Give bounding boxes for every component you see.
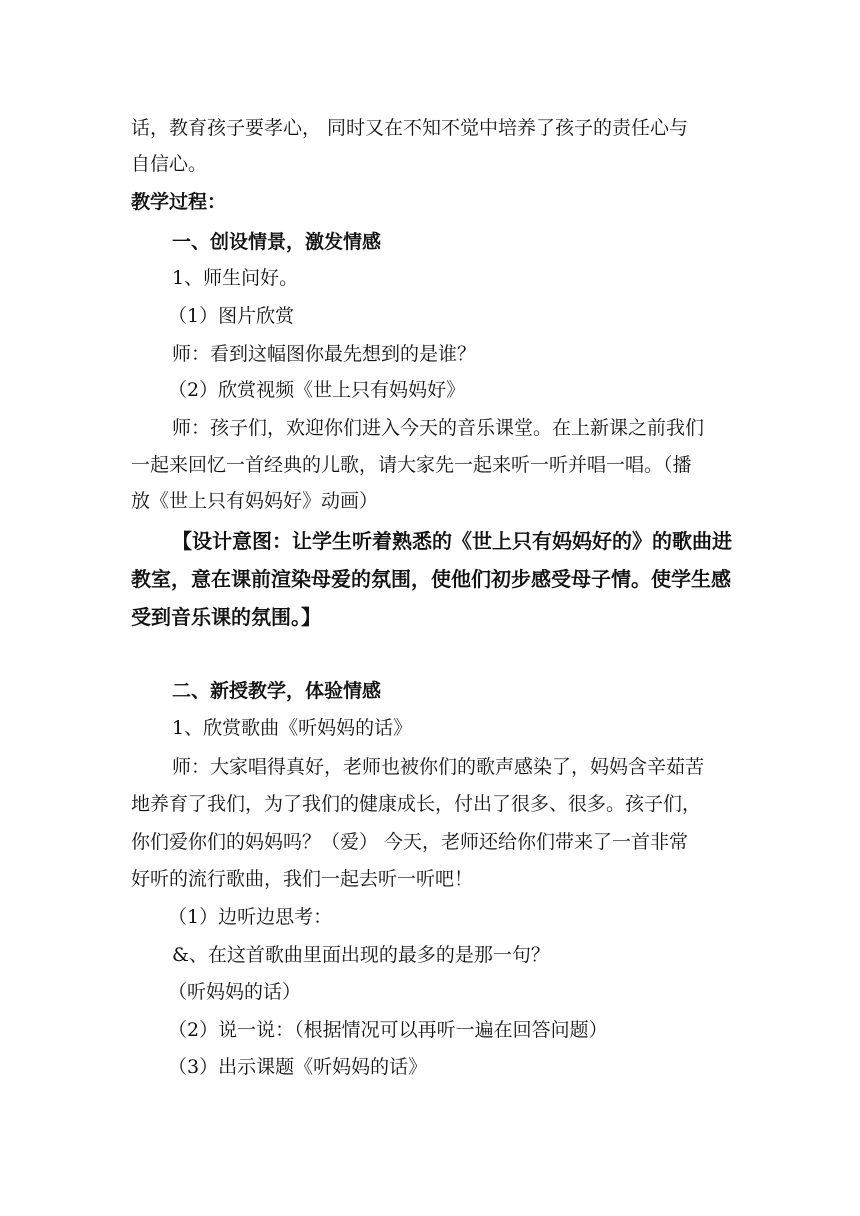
section1-sub2: （2）欣赏视频《世上只有妈妈好》 (168, 379, 466, 401)
section2-sub1: （1）边听边思考： (168, 906, 333, 928)
section1-item1: 1、师生问好。 (172, 267, 299, 289)
intro-line-1: 话，教育孩子要孝心， 同时又在不知不觉中培养了孩子的责任心与 (131, 117, 689, 139)
section2-question: &、在这首歌曲里面出现的最多的是那一句？ (172, 944, 550, 966)
intro-line-2: 自信心。 (131, 153, 208, 175)
design-intent-line-1: 【设计意图：让学生听着熟悉的《世上只有妈妈好的》的歌曲进 (172, 529, 732, 553)
section1-sub1: （1）图片欣赏 (168, 305, 295, 327)
section1-teacher-question: 师：看到这幅图你最先想到的是谁？ (172, 343, 477, 365)
section2-sub2: （2）说一说：（根据情况可以再听一遍在回答问题） (168, 1019, 608, 1041)
section2-teacher-line-1: 师：大家唱得真好，老师也被你们的歌声感染了，妈妈含辛茹苦 (172, 756, 705, 778)
design-intent-line-2: 教室，意在课前渲染母爱的氛围，使他们初步感受母子情。使学生感 (131, 567, 731, 591)
section2-teacher-line-4: 好听的流行歌曲，我们一起去听一听吧！ (131, 868, 474, 890)
process-heading: 教学过程： (131, 191, 227, 213)
section1-teacher-paragraph-3: 放《世上只有妈妈好》动画） (131, 490, 379, 512)
section2-sub3: （3）出示课题《听妈妈的话》 (168, 1056, 428, 1078)
section1-teacher-paragraph-2: 一起来回忆一首经典的儿歌，请大家先一起来听一听并唱一唱。（播 (131, 454, 692, 476)
section1-heading: 一、创设情景，激发情感 (172, 231, 382, 253)
section2-answer: （听妈妈的话） (168, 981, 302, 1003)
section2-heading: 二、新授教学，体验情感 (172, 680, 382, 702)
section1-teacher-paragraph-1: 师：孩子们，欢迎你们进入今天的音乐课堂。在上新课之前我们 (172, 417, 705, 439)
design-intent-line-3: 受到音乐课的氛围。】 (131, 605, 321, 629)
section2-item1: 1、欣赏歌曲《听妈妈的话》 (172, 717, 413, 739)
section2-teacher-line-3: 你们爱你们的妈妈吗？（爱） 今天，老师还给你们带来了一首非常 (131, 831, 689, 853)
section2-teacher-line-2: 地养育了我们，为了我们的健康成长，付出了很多、很多。孩子们， (131, 793, 702, 815)
